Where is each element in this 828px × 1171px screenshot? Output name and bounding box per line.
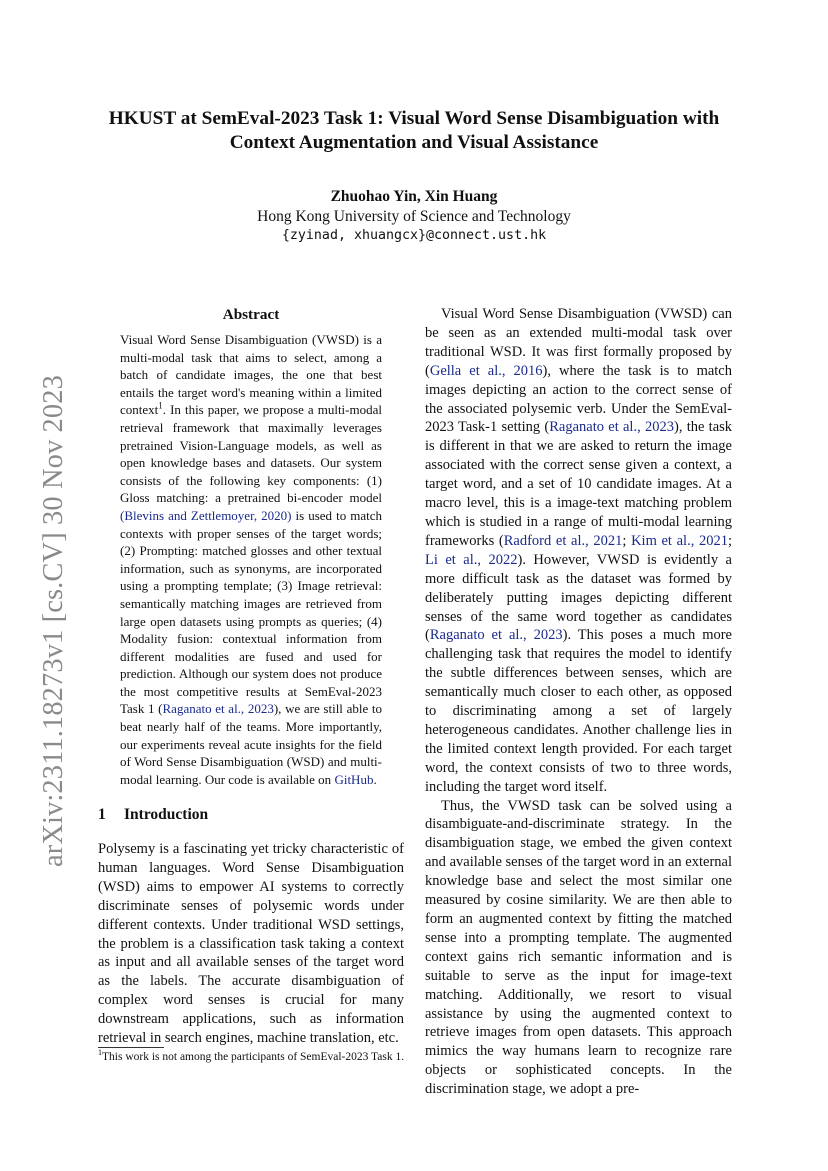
author-block [98,187,730,246]
footnote-marker[interactable]: 1 [158,401,163,412]
citation-link[interactable]: (Blevins and Zettlemoyer, 2020) [120,507,292,523]
title-line-1: HKUST at SemEval-2023 Task 1: Visual Word Sense Disambiguation with [108,108,720,129]
text-part: ; [622,532,632,549]
right-column-body [425,305,732,1099]
citation-link[interactable]: Kim et al., 2021 [631,532,728,549]
text-part: Visual Word Sense Disambiguation (VWSD) can be seen as an extended multi-modal task over traditional WSD. It was first formally proposed by ( [425,306,732,379]
citation-link[interactable]: Li et al., 2022 [425,551,518,568]
abstract-text-part: . In this paper, we propose a multi-modal retrieval framework that maximally leverages pretrained Vision-Language models, as well as open knowledge bases and datasets. Our system consists of the following key components: (1) Gloss matching: a pretrained bi-encoder model [120,402,382,506]
abstract [120,305,382,788]
abstract-text [120,331,382,788]
title-line-2: Context Augmentation and Visual Assistance [229,132,599,153]
text-part: ). However, VWSD is evidently a more difficult task as the dataset was formed by deliberately putting images depicting different senses of the same word together as candidates ( [425,551,732,644]
abstract-text-part: . [373,771,377,787]
github-link[interactable]: GitHub [334,771,374,787]
abstract-text-part: Visual Word Sense Disambiguation (VWSD) is a multi-modal task that aims to select, among a batch of candidate images, the one that best entails the target word's meaning within a limited context [120,332,382,418]
abstract-text-part: ), we are still able to beat nearly half of the teams. More importantly, our experiments reveal acute insights for the field of Word Sense Disambiguation (WSD) and multi-modal learning. Our code is available on [120,701,382,787]
citation-link[interactable]: Raganato et al., 2023 [162,701,274,717]
author-names: Zhuohao Yin, Xin Huang [330,188,498,205]
text-part: ; [727,532,732,549]
footnote-number: 1 [98,1048,102,1058]
left-column-body [98,840,404,1048]
section-heading [98,806,208,824]
section-number: 1 [98,806,106,823]
paper-title [98,107,730,155]
author-email: {zyinad, xhuangcx}@connect.ust.hk [281,228,547,243]
citation-link[interactable]: Raganato et al., 2023 [429,627,563,644]
citation-link[interactable]: Raganato et al., 2023 [549,419,674,436]
section-title: Introduction [124,806,209,823]
text-part: ). This poses a much more challenging task that requires the model to identify the subtle differences between senses, which are semantically much closer to each other, as opposed to discriminating among a set of largely heterogeneous candidates. Another challenge lies in the limited context length provided. For each target word, the context consists of two to three words, including the target word itself. [425,627,732,795]
arxiv-id: arXiv:2311.18273v1 [cs.CV] 30 Nov 2023 [38,375,69,867]
citation-link[interactable]: Gella et al., 2016 [429,362,543,379]
citation-link[interactable]: Radford et al., 2021 [503,532,623,549]
paragraph: Thus, the VWSD task can be solved using a disambiguate-and-discriminate strategy. In the disambiguation stage, we embed the given context and available senses of the target word in an external knowledge base and select the most similar one measured by cosine similarity. We are then able to form an augmented context by fitting the matched sense into a prompting template. The augmented context gains rich semantic information and is suitable to serve as the input for image-text matching. Additionally, we resort to visual assistance by using the augmented context to retrieve images from open datasets. This approach mimics the way humans learn to recognize rare objects or sophisticated concepts. In the discrimination stage, we adopt a pre- [425,797,732,1098]
arxiv-stamp [20,357,69,867]
abstract-text-part: is used to match contexts with proper senses of the target words; (2) Prompting: matched glosses and other textual information, such as synonyms, are incorporated using a prompting template; (3) Image retrieval: semantically matching images are retrieved from large open datasets using prompts as queries; (4) Modality fusion: contextual information from different modalities are fused and used for prediction. Although our system does not produce the most competitive results at SemEval-2023 Task 1 ( [120,507,382,717]
abstract-heading: Abstract [222,306,280,323]
footnote-rule [98,1047,164,1048]
text-part: ), the task is different in that we are asked to return the image associated with the correct sense given a context, a target word, and a set of 10 candidate images. At a macro level, this is a image-text matching problem which is studied in a range of multi-modal learning frameworks ( [425,419,733,549]
paragraph [425,305,732,797]
text-part: ), where the task is to match images depicting an action to the correct sense of the associated polysemic verb. Under the SemEval-2023 Task-1 setting ( [425,362,732,436]
footnote [98,1050,408,1065]
affiliation: Hong Kong University of Science and Technology [257,207,571,225]
footnote-text: This work is not among the participants of SemEval-2023 Task 1. [102,1051,405,1063]
intro-paragraph: Polysemy is a fascinating yet tricky characteristic of human languages. Word Sense Disambiguation (WSD) aims to empower AI systems to correctly discriminate senses of polysemic words under different contexts. Under traditional WSD settings, the problem is a classification task taking a context as input and all available senses of the target word as the labels. The accurate disambiguation of complex word senses is crucial for many downstream applications, such as information retrieval in search engines, machine translation, etc. [98,841,404,1047]
